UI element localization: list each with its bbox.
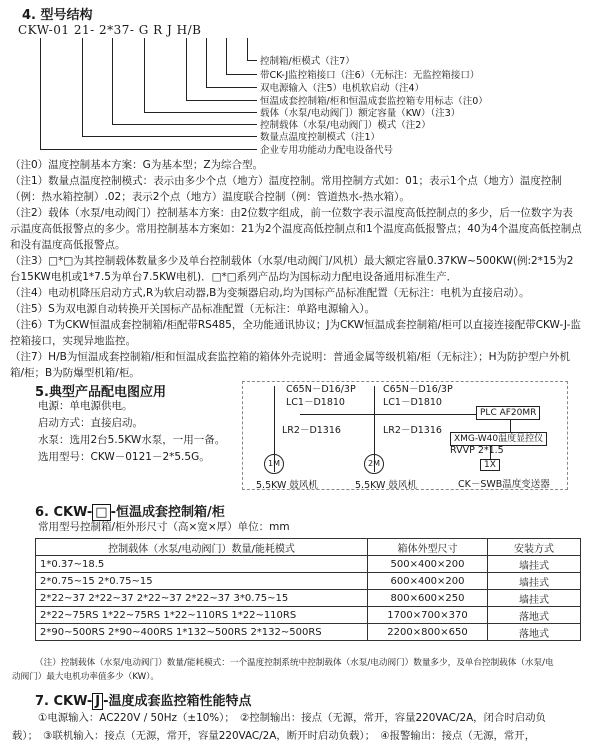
note-0: （注0）温度控制基本方案：G为基本型；Z为综合型。 [10,159,264,171]
note-3: （注3）□*□为其控制载体数量多少及单台控制载体（水泵/电动阀门/风机）最大额定容量0.37KW~500KW(例:2*15为2台15KW电机或1*7.5为单台7.5KW电机)．□*□系列产品均为国标动力配电设备通用标准生产． [10,255,574,283]
relay-2: LR2－D1316 [383,425,442,436]
note-5: （注5）S为双电源自动转换开关国标产品标准配置（无标注：单路电源输入）。 [10,303,376,315]
relay-1: LR2－D1316 [282,425,341,436]
model-label-7: 企业专用功能动力配电设备代号 [260,145,394,156]
table-row [36,607,581,624]
note-6: （注6）T为CKW恒温成套控制箱/柜配带RS485，全功能通讯协议；J为CKW恒温成套控制箱/柜可以直接连接配带CKW-J-监控箱接口，实现异地监控。 [10,319,581,347]
contactor-1: LC1－D1810 [286,397,345,408]
table-note-1: （注）控制载体（水泵/电动阀门）数量/能耗模式：一个温度控制系统中控制载体（水泵/电动阀门）数量多少，及单台控制载体（水泵/电 [35,658,554,668]
motor-1-label: 5.5KW 鼓风机 [256,480,318,491]
cell: 2*90~500RS 2*90~400RS 1*132~500RS 2*132~500RS [36,624,368,641]
cell: 1*0.37~18.5 [36,556,368,573]
cell: 落地式 [488,607,581,624]
sensor-label: CK－SWB温度变送器 [458,479,550,490]
cell: 800×600×250 [368,590,488,607]
s5-line-2: 水泵：选用2台5.5KW水泵，一用一备。 [38,434,226,446]
table-row [36,624,581,641]
note-4: （注4）电动机降压启动方式,R为软启动器,B为变频器启动,均为国标产品标准配置（无标注：电机为直接启动）。 [10,287,530,299]
model-label-3: 恒温成套控制箱/柜和恒温成套监控箱专用标志（注0） [260,96,488,107]
section-6-title: 6. CKW- □ -恒温成套控制箱/柜 [35,505,225,520]
table-header-row [36,539,581,556]
model-label-6: 数量点温度控制模式（注1） [260,132,381,143]
cell: 2*22~37 2*22~37 2*22~37 2*22~37 3*0.75~15 [36,590,368,607]
note-1: （注1）数量点温度控制模式：表示由多少个点（地方）温度控制。常用控制方式如：01；表示1个点（地方）温度控制（例：热水箱控制）.02；表示2个点（地方）温度联合控制（例：管道热水-热水箱）。 [10,175,562,203]
table-row [36,590,581,607]
s7-line-2: 载）； ③联机输入：接点（无源，常开，容量220VAC/2A，断开时启动负载）； ④报警输出：接点（无源，常开， [12,730,536,742]
model-code: CKW-01 21- 2*37- G R J H/B [18,23,202,37]
rvvp-label: RVVP 2*1.5 [450,445,504,456]
table-note-2: 动阀门）最大电机功率值多少（KW）。 [12,672,160,682]
cell: 墙挂式 [488,573,581,590]
table-row [36,573,581,590]
cell: 500×400×200 [368,556,488,573]
model-label-5: 控制载体（水泵/电动阀门）模式（注2） [260,120,431,131]
plc-box: PLC AF20MR [476,406,540,420]
model-label-2: 双电源输入（注5）电机软启动（注4） [260,83,425,94]
model-label-0: 控制箱/柜模式（注7） [260,56,355,67]
cell: 落地式 [488,624,581,641]
size-table [35,538,581,641]
note-7: （注7）H/B为恒温成套控制箱/柜和恒温成套监控箱的箱体外壳说明：普通金属等级机箱/柜（无标注）；H为防护型户外机箱/柜；B为防爆型机箱/柜。 [10,351,571,379]
motor-2-label: 5.5KW 鼓风机 [355,480,417,491]
header-cell: 箱体外型尺寸 [368,539,488,556]
onex-box: 1X [480,459,500,471]
breaker-2: C65N－D16/3P [383,384,453,395]
s7-line-1: ①电源输入：AC220V / 50Hz（±10%）； ②控制输出：接点（无源，常开，容量220VAC/2A，闭合时启动负 [38,712,546,724]
header-cell: 安装方式 [488,539,581,556]
motor-2: 2M [364,454,384,474]
s5-line-3: 选用型号：CKW－0121－2*5.5G。 [38,451,210,463]
cell: 2*22~75RS 1*22~75RS 1*22~110RS 1*22~110RS [36,607,368,624]
model-label-4: 载体（水泵/电动阀门）额定容量（KW）（注3） [260,108,461,119]
xmg-box: XMG-W40温度显控仪 [450,432,547,446]
cell: 2200×800×650 [368,624,488,641]
motor-1: 1M [264,454,284,474]
breaker-1: C65N－D16/3P [286,384,356,395]
note-2: （注2）载体（水泵/电动阀门）控制基本方案：由2位数字组成，前一位数字表示温度高低控制点的多少，后一位数字为表示温度高低报警点的多少。常用控制基本方案如：21为2个温度高低控制点和1个温度高低报警点；40为4个温度高低控制点和没有温度高低报警点。 [10,207,582,251]
s5-line-1: 启动方式：直接启动。 [38,417,143,429]
cell: 2*0.75~15 2*0.75~15 [36,573,368,590]
contactor-2: LC1－D1810 [383,397,442,408]
cell: 墙挂式 [488,556,581,573]
section-7-title: 7. CKW- J -温度成套监控箱性能特点 [35,694,252,709]
section-5-title: 5.典型产品配电图应用 [35,385,166,400]
table-row [36,556,581,573]
cell: 1700×700×370 [368,607,488,624]
cell: 墙挂式 [488,590,581,607]
section-4-title: 4. 型号结构 [22,8,93,23]
header-cell: 控制载体（水泵/电动阀门）数量/能耗模式 [36,539,368,556]
model-label-1: 带CK-J监控箱接口（注6）（无标注：无监控箱接口） [260,70,480,81]
section-6-subtitle: 常用型号控制箱/柜外形尺寸（高×宽×厚）单位：mm [38,521,290,533]
cell: 600×400×200 [368,573,488,590]
s5-line-0: 电源：单电源供电。 [38,400,133,412]
